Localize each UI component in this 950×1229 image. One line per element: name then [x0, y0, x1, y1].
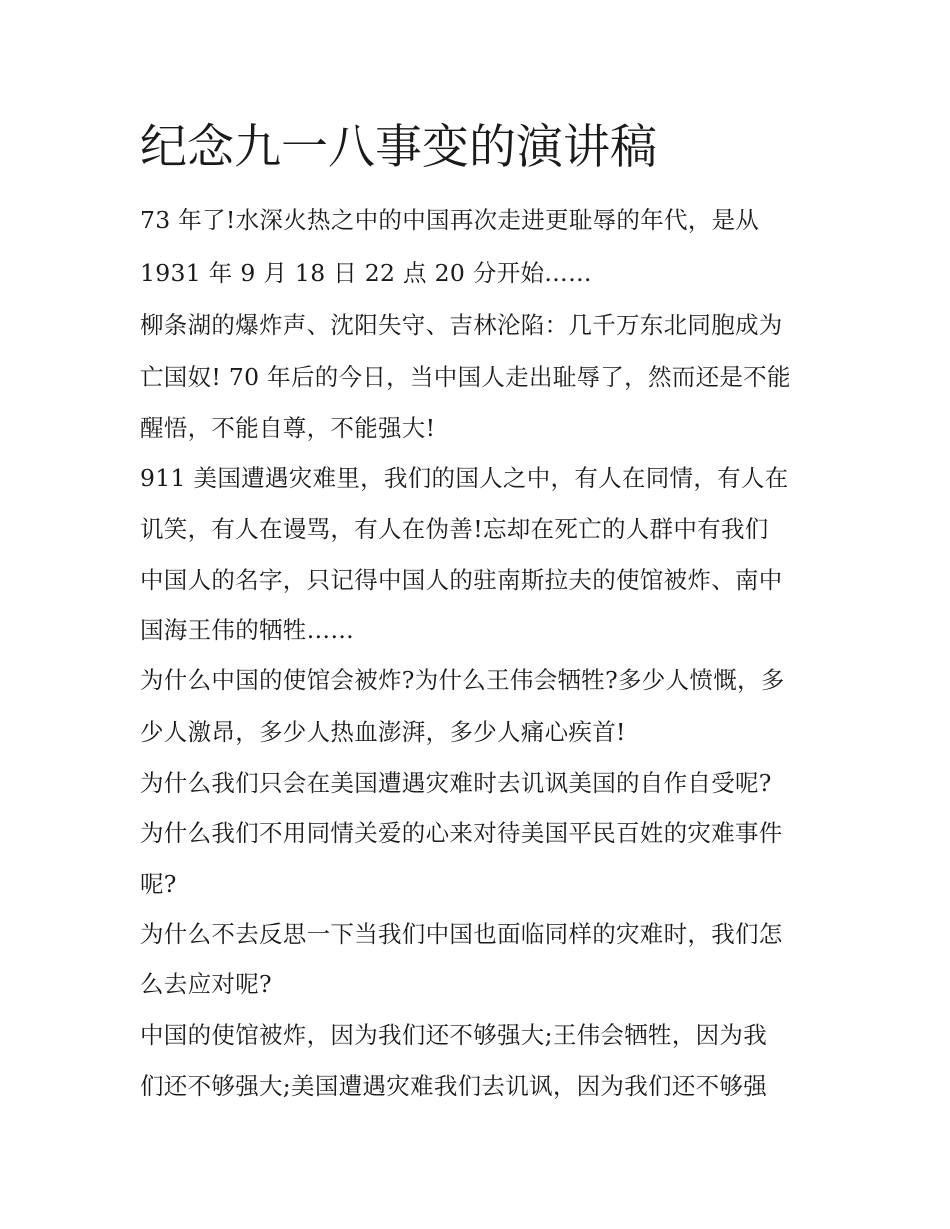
body-line: 为什么不去反思一下当我们中国也面临同样的灾难时，我们怎 — [140, 920, 783, 948]
body-line: 为什么我们不用同情关爱的心来对待美国平民百姓的灾难事件 — [140, 819, 783, 847]
body-line: 讥笑，有人在谩骂，有人在伪善!忘却在死亡的人群中有我们 — [140, 515, 769, 543]
document-title: 纪念九一八事变的演讲稿 — [140, 120, 657, 175]
body-line: 中国的使馆被炸，因为我们还不够强大;王伟会牺牲，因为我 — [140, 1021, 768, 1049]
body-line: 亡国奴! 70 年后的今日，当中国人走出耻辱了，然而还是不能 — [140, 363, 791, 391]
body-line: 73 年了!水深火热之中的中国再次走进更耻辱的年代，是从 — [140, 206, 760, 234]
body-line: 国海王伟的牺牲…… — [140, 616, 355, 644]
body-line: 醒悟，不能自尊，不能强大! — [140, 414, 436, 442]
body-line: 为什么中国的使馆会被炸?为什么王伟会牺牲?多少人愤慨，多 — [140, 666, 785, 694]
body-line: 1931 年 9 月 18 日 22 点 20 分开始…… — [140, 259, 592, 287]
body-line: 柳条湖的爆炸声、沈阳失守、吉林沦陷：几千万东北同胞成为 — [140, 311, 783, 339]
body-line: 为什么我们只会在美国遭遇灾难时去讥讽美国的自作自受呢? — [140, 769, 772, 797]
body-line: 么去应对呢? — [140, 970, 272, 998]
body-line: 中国人的名字，只记得中国人的驻南斯拉夫的使馆被炸、南中 — [140, 566, 783, 594]
body-line: 呢? — [140, 870, 177, 898]
body-line: 们还不够强大;美国遭遇灾难我们去讥讽，因为我们还不够强 — [140, 1072, 768, 1100]
body-line: 少人激昂，多少人热血澎湃，多少人痛心疾首! — [140, 718, 626, 746]
body-line: 911 美国遭遇灾难里，我们的国人之中，有人在同情，有人在 — [140, 464, 789, 492]
